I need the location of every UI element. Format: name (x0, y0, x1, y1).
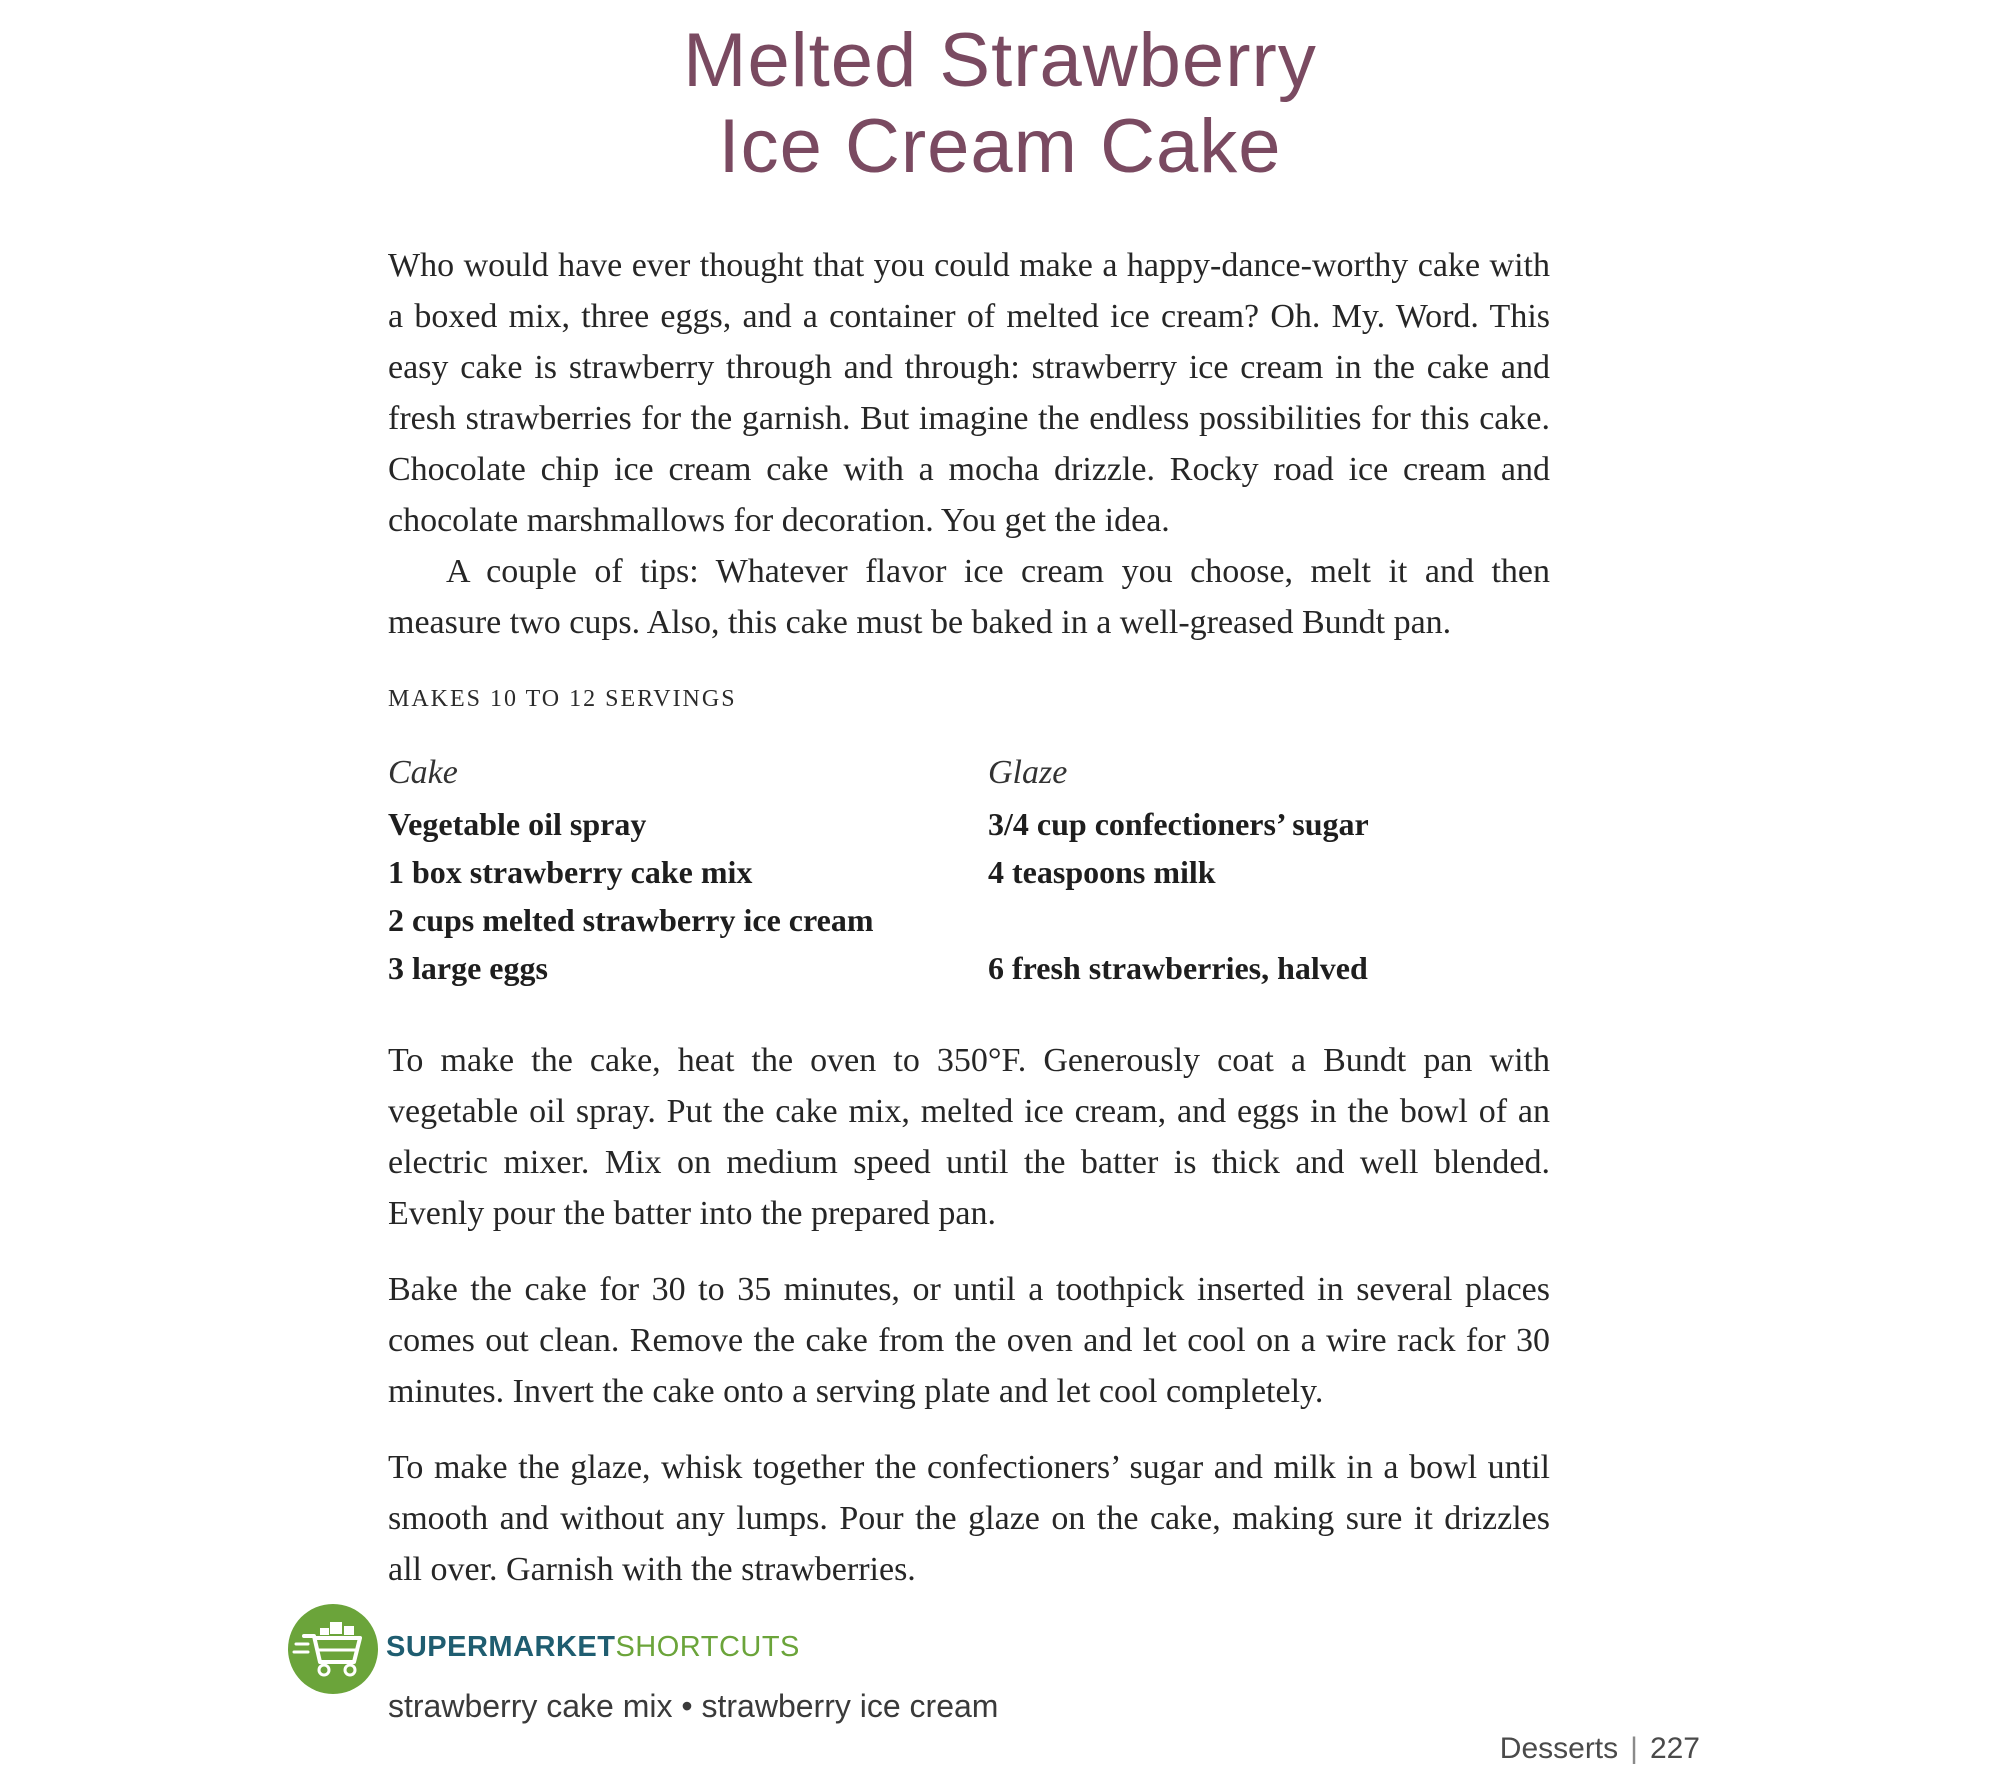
glaze-ingredients-heading: Glaze (988, 754, 1068, 791)
intro-paragraph-1: Who would have ever thought that you could make a happy-dance-worthy cake with a boxed mix, three eggs, and a container of melted ice cream? Oh. My. Word. This easy cake is strawberry through and through: strawberry ice cream in the cake and fresh strawberries for the garnish. But imagine the endless possibilities for this cake. Chocolate chip ice cream cake with a mocha drizzle. Rocky road ice cream and chocolate marshmallows for decoration. You get the idea. (388, 247, 1550, 539)
method-step-3: To make the glaze, whisk together the confectioners’ sugar and milk in a bowl until smooth and without any lumps. Pour the glaze on the cake, making sure it drizzles all over. Garnish with the strawberries. (388, 1449, 1550, 1588)
recipe-title-line-2: Ice Cream Cake (718, 104, 1282, 189)
method-step-1: To make the cake, heat the oven to 350°F. Generously coat a Bundt pan with vegetable oil spray. Put the cake mix, melted ice cream, and eggs in the bowl of an electric mixer. Mix on medium speed until the batter is thick and well blended. Evenly pour the batter into the prepared pan. (388, 1042, 1550, 1232)
page-footer (1500, 1734, 1700, 1764)
shortcut-label-bold: SUPERMARKET (386, 1631, 616, 1663)
ingredient-spacer (988, 896, 1548, 944)
recipe-title-line-1: Melted Strawberry (683, 18, 1317, 103)
cake-ingredients-heading: Cake (388, 754, 458, 791)
ingredient-item: Vegetable oil spray (388, 806, 647, 842)
servings-yield: MAKES 10 TO 12 SERVINGS (388, 686, 737, 712)
section-name: Desserts (1499, 1732, 1619, 1765)
intro-section (388, 240, 1550, 648)
method-section (388, 1035, 1550, 1620)
recipe-title (0, 18, 2000, 190)
shortcut-label (386, 1630, 800, 1664)
ingredient-item: 2 cups melted strawberry ice cream (388, 902, 874, 938)
shopping-cart-icon (288, 1604, 378, 1694)
supermarket-shortcuts-box (288, 1604, 1188, 1734)
method-step-2: Bake the cake for 30 to 35 minutes, or until a toothpick inserted in several places comes out clean. Remove the cake from the oven and let cool on a wire rack for 30 minutes. Invert the cake onto a serving plate and let cool completely. (388, 1271, 1550, 1410)
page-number: 227 (1649, 1732, 1700, 1765)
ingredient-item: 3/4 cup confectioners’ sugar (988, 806, 1369, 842)
ingredient-item: 3 large eggs (388, 950, 548, 986)
cake-ingredients (388, 748, 978, 992)
ingredient-item: 6 fresh strawberries, halved (988, 950, 1368, 986)
shortcut-label-light: SHORTCUTS (615, 1631, 800, 1663)
folio-separator: | (1630, 1732, 1638, 1765)
shortcut-items: strawberry cake mix • strawberry ice cream (388, 1688, 999, 1724)
ingredient-item: 4 teaspoons milk (988, 854, 1216, 890)
glaze-ingredients (988, 748, 1548, 992)
ingredient-item: 1 box strawberry cake mix (388, 854, 753, 890)
intro-paragraph-2: A couple of tips: Whatever flavor ice cream you choose, melt it and then measure two cups. Also, this cake must be baked in a well-greased Bundt pan. (388, 553, 1550, 641)
